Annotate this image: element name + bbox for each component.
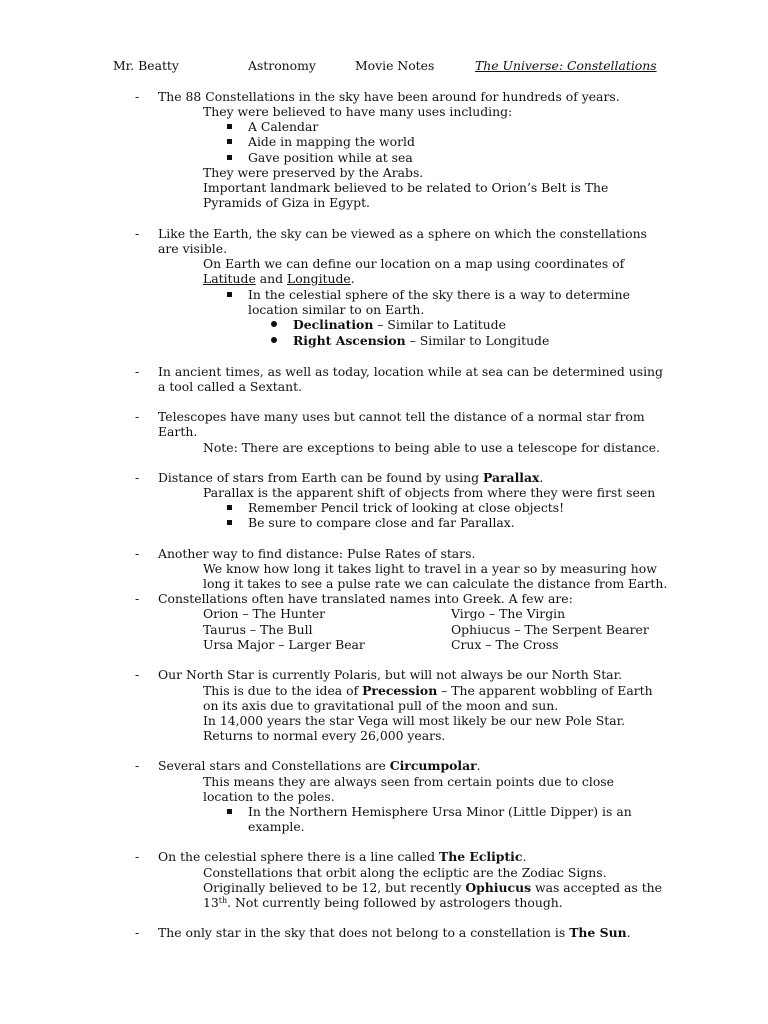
- note-line: location to the poles.: [203, 789, 335, 804]
- note-line: Another way to find distance: Pulse Rates of stars.: [158, 546, 476, 561]
- text-run: and: [255, 271, 287, 286]
- square-bullet-icon: [227, 809, 232, 814]
- list-item: In the celestial sphere of the sky there is a way to determine: [248, 287, 630, 302]
- doc-type-label: Movie Notes: [355, 58, 435, 73]
- latitude-term: Latitude: [203, 271, 256, 286]
- note-line: [158, 758, 481, 773]
- note-line: Constellations often have translated names into Greek. A few are:: [158, 591, 573, 606]
- note-line: Important landmark believed to be related to Orion’s Belt is The: [203, 180, 609, 195]
- list-item: Be sure to compare close and far Parallax.: [248, 515, 515, 530]
- note-line: In ancient times, as well as today, location while at sea can be determined using: [158, 364, 663, 379]
- term-parallax: Parallax: [483, 470, 540, 485]
- subject-label: Astronomy: [248, 58, 316, 73]
- note-line: We know how long it takes light to travel in a year so by measuring how: [203, 561, 657, 576]
- text-run: This is due to the idea of: [203, 683, 363, 698]
- note-line: [158, 470, 543, 485]
- dash-bullet: -: [135, 226, 140, 241]
- list-item-continued: example.: [248, 819, 305, 834]
- dash-bullet: -: [135, 470, 140, 485]
- note-line: [158, 849, 526, 864]
- note-line: [203, 880, 662, 895]
- square-bullet-icon: [227, 124, 232, 129]
- note-line: On Earth we can define our location on a map using coordinates of: [203, 256, 625, 271]
- square-bullet-icon: [227, 292, 232, 297]
- text-run: . Not currently being followed by astrologers though.: [227, 895, 563, 910]
- note-line: are visible.: [158, 241, 228, 256]
- term-ecliptic: The Ecliptic: [438, 849, 523, 864]
- note-line: This means they are always seen from certain points due to close: [203, 774, 614, 789]
- constellation-name: Ophiucus – The Serpent Bearer: [451, 622, 649, 637]
- list-item: [293, 317, 506, 332]
- text-run: .: [539, 470, 544, 485]
- text-run: – Similar to Latitude: [373, 317, 506, 332]
- note-line: [203, 895, 563, 910]
- term-precession: Precession: [362, 683, 438, 698]
- round-bullet-icon: [271, 321, 277, 327]
- note-line: They were preserved by the Arabs.: [203, 165, 424, 180]
- dash-bullet: -: [135, 925, 140, 940]
- dash-bullet: -: [135, 409, 140, 424]
- dash-bullet: -: [135, 591, 140, 606]
- note-line: They were believed to have many uses including:: [203, 104, 513, 119]
- text-run: .: [350, 271, 355, 286]
- text-run: On the celestial sphere there is a line called: [158, 849, 439, 864]
- list-item: In the Northern Hemisphere Ursa Minor (Little Dipper) is an: [248, 804, 632, 819]
- text-run: – Similar to Longitude: [405, 333, 550, 348]
- note-line: a tool called a Sextant.: [158, 379, 302, 394]
- square-bullet-icon: [227, 505, 232, 510]
- term-the-sun: The Sun: [569, 925, 627, 940]
- list-item: [293, 333, 549, 348]
- text-run: Originally believed to be 12, but recently: [203, 880, 466, 895]
- note-line: [203, 683, 653, 698]
- list-item: Remember Pencil trick of looking at close objects!: [248, 500, 565, 515]
- list-item: Aide in mapping the world: [248, 134, 415, 149]
- note-line: Returns to normal every 26,000 years.: [203, 728, 446, 743]
- ordinal-suffix: th: [218, 896, 228, 905]
- text-run: 13: [203, 895, 219, 910]
- constellation-name: Orion – The Hunter: [203, 606, 326, 621]
- term-circumpolar: Circumpolar: [389, 758, 477, 773]
- constellation-name: Virgo – The Virgin: [451, 606, 566, 621]
- note-line: Telescopes have many uses but cannot tell the distance of a normal star from: [158, 409, 645, 424]
- dash-bullet: -: [135, 364, 140, 379]
- text-run: Several stars and Constellations are: [158, 758, 390, 773]
- constellation-name: Ursa Major – Larger Bear: [203, 637, 365, 652]
- constellation-name: Crux – The Cross: [451, 637, 559, 652]
- dash-bullet: -: [135, 849, 140, 864]
- term-right-ascension: Right Ascension: [293, 333, 406, 348]
- square-bullet-icon: [227, 155, 232, 160]
- note-line: Note: There are exceptions to being able to use a telescope for distance.: [203, 440, 660, 455]
- text-run: .: [522, 849, 527, 864]
- note-line: [158, 925, 631, 940]
- text-run: .: [626, 925, 631, 940]
- dash-bullet: -: [135, 546, 140, 561]
- note-line: long it takes to see a pulse rate we can calculate the distance from Earth.: [203, 576, 668, 591]
- list-item: A Calendar: [248, 119, 319, 134]
- term-declination: Declination: [293, 317, 374, 332]
- text-run: – The apparent wobbling of Earth: [437, 683, 653, 698]
- text-run: was accepted as the: [531, 880, 662, 895]
- dash-bullet: -: [135, 667, 140, 682]
- note-line: In 14,000 years the star Vega will most likely be our new Pole Star.: [203, 713, 626, 728]
- note-line: [203, 271, 355, 286]
- note-line: Like the Earth, the sky can be viewed as a sphere on which the constellations: [158, 226, 647, 241]
- text-run: .: [476, 758, 481, 773]
- note-line: The 88 Constellations in the sky have been around for hundreds of years.: [158, 89, 620, 104]
- square-bullet-icon: [227, 139, 232, 144]
- list-item: Gave position while at sea: [248, 150, 413, 165]
- page-title: The Universe: Constellations: [475, 58, 657, 73]
- term-ophiucus: Ophiucus: [465, 880, 532, 895]
- note-line: Pyramids of Giza in Egypt.: [203, 195, 370, 210]
- note-line: Parallax is the apparent shift of objects from where they were first seen: [203, 485, 656, 500]
- round-bullet-icon: [271, 337, 277, 343]
- square-bullet-icon: [227, 520, 232, 525]
- note-line: Earth.: [158, 424, 198, 439]
- constellation-name: Taurus – The Bull: [203, 622, 313, 637]
- note-line: on its axis due to gravitational pull of the moon and sun.: [203, 698, 559, 713]
- teacher-name: Mr. Beatty: [113, 58, 179, 73]
- text-run: Distance of stars from Earth can be found by using: [158, 470, 484, 485]
- note-line: Our North Star is currently Polaris, but will not always be our North Star.: [158, 667, 623, 682]
- text-run: The only star in the sky that does not belong to a constellation is: [158, 925, 570, 940]
- note-line: Constellations that orbit along the ecliptic are the Zodiac Signs.: [203, 865, 607, 880]
- dash-bullet: -: [135, 89, 140, 104]
- list-item-continued: location similar to on Earth.: [248, 302, 425, 317]
- dash-bullet: -: [135, 758, 140, 773]
- longitude-term: Longitude: [286, 271, 351, 286]
